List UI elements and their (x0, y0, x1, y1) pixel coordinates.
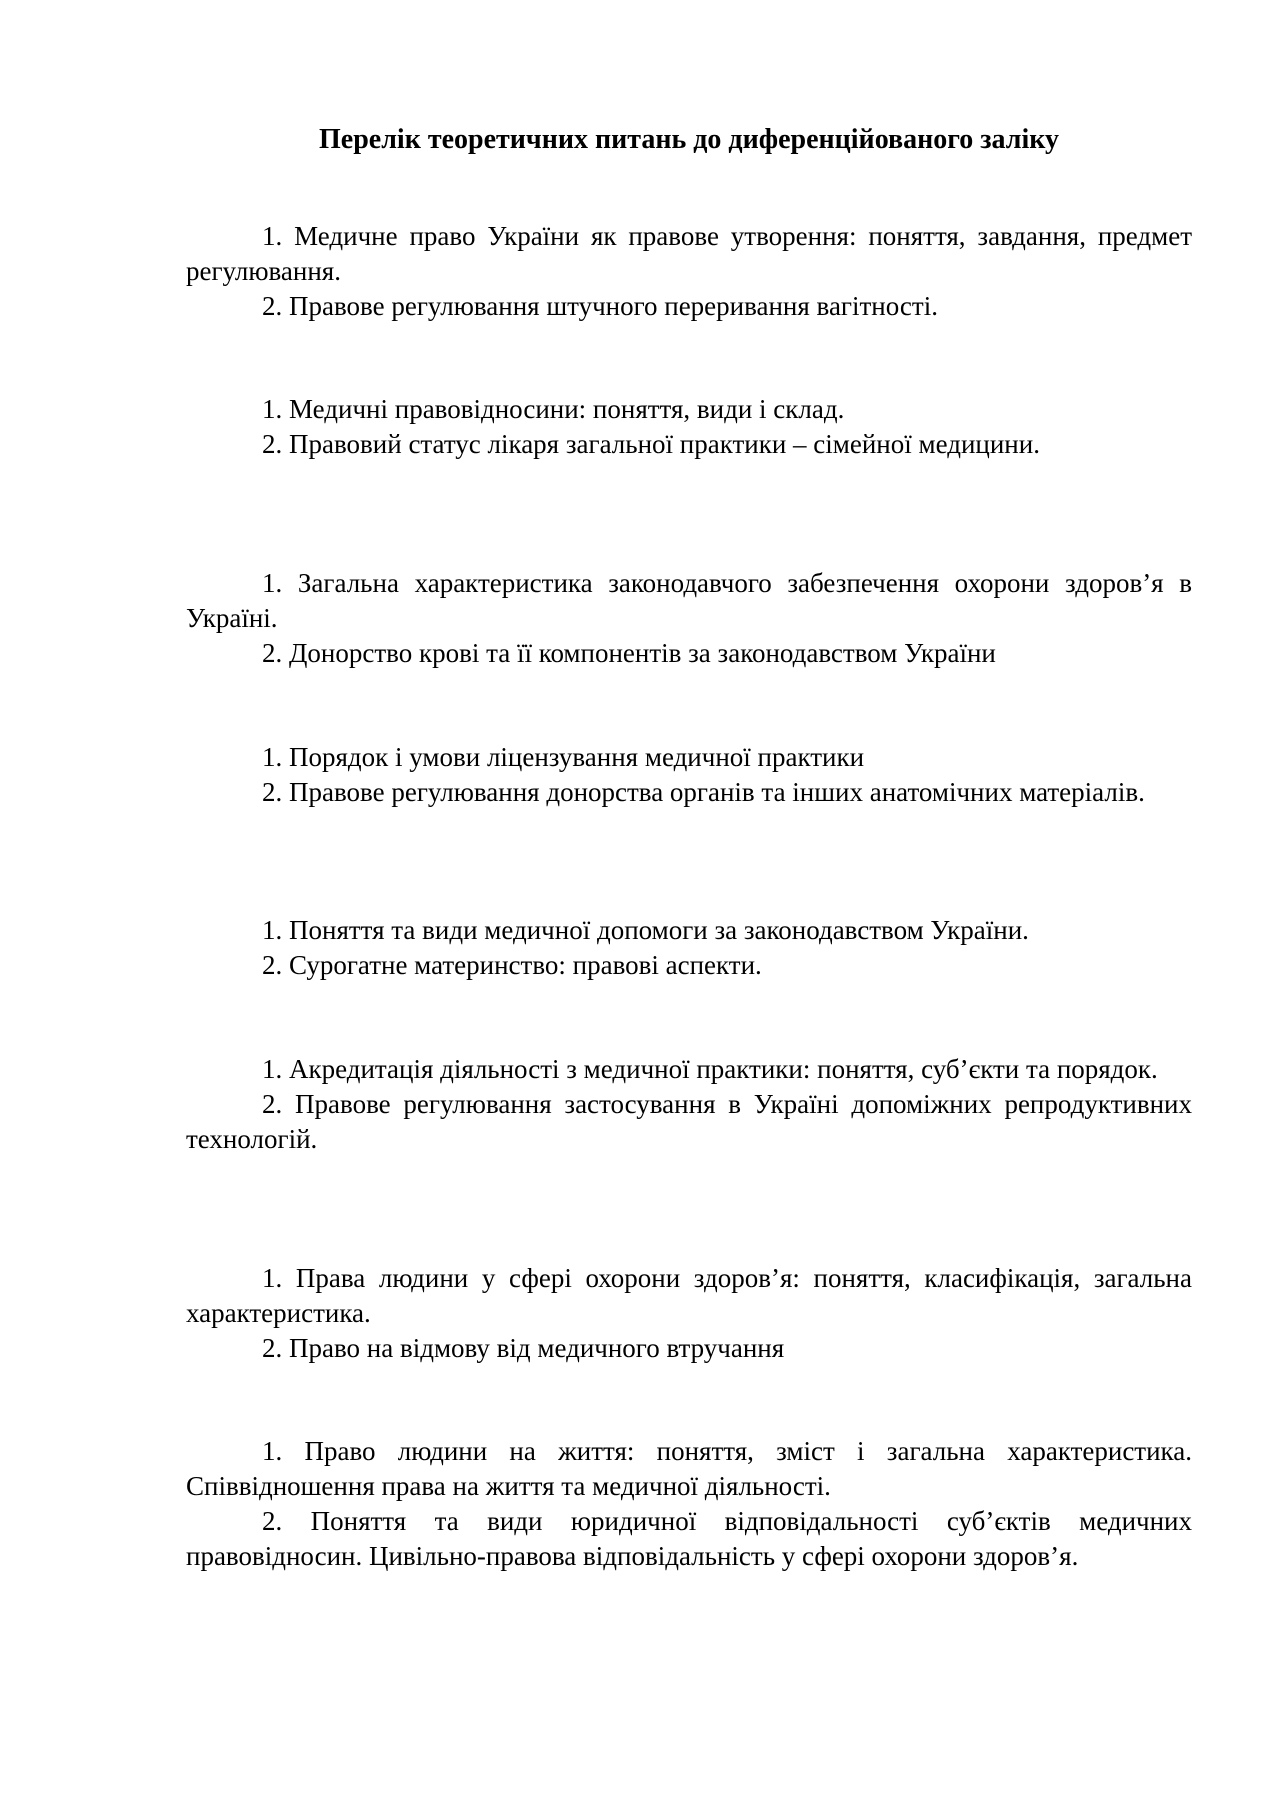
question-group-1 (186, 219, 1192, 324)
question-group-4 (186, 740, 1192, 810)
question-item: 1. Поняття та види медичної допомоги за законодавством України. (262, 915, 1029, 945)
question-item: 2. Поняття та види юридичної відповідальності суб’єктів медичних правовідносин. Цивільно-правова відповідальність у сфері охорони здоров’я. (186, 1506, 1192, 1571)
question-item: 1. Медичні правовідносини: поняття, види і склад. (262, 394, 845, 424)
question-item: 2. Правовий статус лікаря загальної практики – сімейної медицини. (262, 429, 1040, 459)
question-group-6 (186, 1052, 1192, 1157)
question-group-8 (186, 1434, 1192, 1574)
question-group-3 (186, 566, 1192, 671)
question-item: 2. Правове регулювання штучного переривання вагітності. (262, 291, 938, 321)
question-item: 1. Право людини на життя: поняття, зміст і загальна характеристика. Співвідношення права на життя та медичної діяльності. (186, 1436, 1192, 1501)
question-item: 2. Право на відмову від медичного втручання (262, 1333, 785, 1363)
question-item: 2. Правове регулювання донорства органів та інших анатомічних матеріалів. (262, 777, 1145, 807)
question-item: 1. Акредитація діяльності з медичної практики: поняття, суб’єкти та порядок. (262, 1054, 1158, 1084)
question-group-7 (186, 1261, 1192, 1366)
question-item: 1. Загальна характеристика законодавчого забезпечення охорони здоров’я в Україні. (186, 568, 1192, 633)
question-group-2 (186, 392, 1192, 462)
question-item: 1. Права людини у сфері охорони здоров’я: поняття, класифікація, загальна характеристика. (186, 1263, 1192, 1328)
question-item: 2. Сурогатне материнство: правові аспекти. (262, 950, 762, 980)
question-group-5 (186, 913, 1192, 983)
question-item: 1. Медичне право України як правове утворення: поняття, завдання, предмет регулювання. (186, 221, 1192, 286)
question-item: 2. Донорство крові та її компонентів за законодавством України (262, 638, 996, 668)
question-item: 1. Порядок і умови ліцензування медичної практики (262, 742, 865, 772)
page-title: Перелік теоретичних питань до диференційованого заліку (319, 124, 1059, 155)
question-item: 2. Правове регулювання застосування в Україні допоміжних репродуктивних технологій. (186, 1089, 1192, 1154)
